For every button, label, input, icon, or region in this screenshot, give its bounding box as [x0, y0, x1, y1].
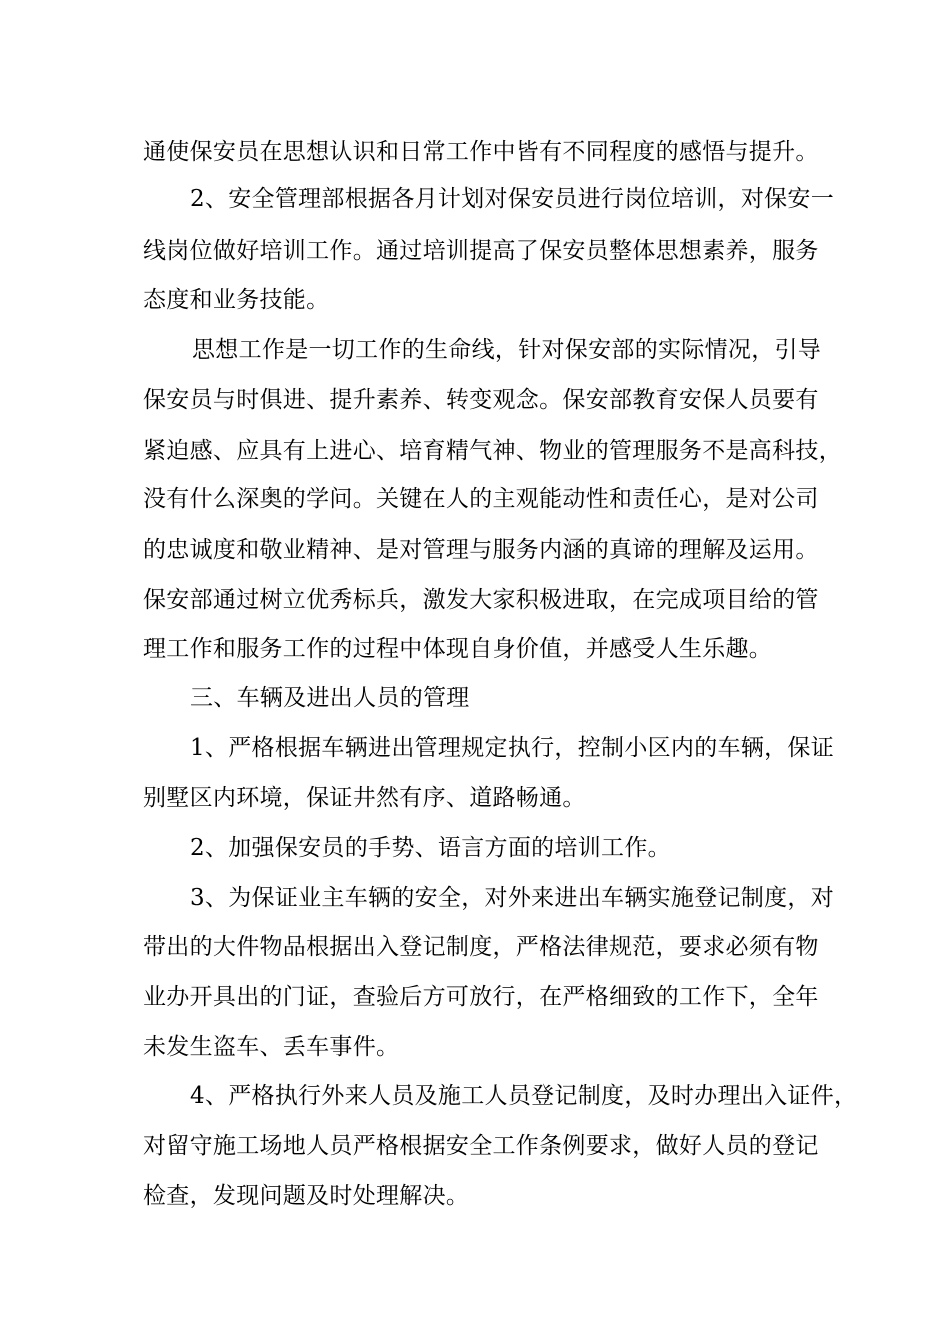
text-line: 态度和业务技能。	[143, 287, 330, 313]
text-line: 思想工作是一切工作的生命线，针对保安部的实际情况，引导	[192, 337, 822, 363]
text-line: 的忠诚度和敬业精神、是对管理与服务内涵的真谛的理解及运用。	[143, 537, 819, 563]
text-line: 检查，发现问题及时处理解决。	[143, 1183, 470, 1209]
text-line: 别墅区内环境，保证井然有序、道路畅通。	[143, 785, 586, 811]
text-line: 带出的大件物品根据出入登记制度，严格法律规范，要求必须有物	[143, 934, 819, 960]
section-heading: 三、车辆及进出人员的管理	[190, 685, 470, 711]
text-line: 紧迫感、应具有上进心、培育精气神、物业的管理服务不是高科技，	[143, 438, 842, 464]
text-line: 4、严格执行外来人员及施工人员登记制度，及时办理出入证件，	[190, 1083, 858, 1109]
text-line: 通使保安员在思想认识和日常工作中皆有不同程度的感悟与提升。	[143, 139, 819, 165]
text-line: 理工作和服务工作的过程中体现自身价值，并感受人生乐趣。	[143, 636, 773, 662]
text-line: 3、为保证业主车辆的安全，对外来进出车辆实施登记制度，对	[190, 885, 835, 911]
text-line: 业办开具出的门证，查验后方可放行，在严格细致的工作下，全年	[143, 984, 819, 1010]
text-line: 保安员与时俱进、提升素养、转变观念。保安部教育安保人员要有	[143, 387, 819, 413]
text-line: 1、严格根据车辆进出管理规定执行，控制小区内的车辆，保证	[190, 735, 835, 761]
text-line: 2、安全管理部根据各月计划对保安员进行岗位培训，对保安一	[190, 186, 835, 212]
text-line: 保安部通过树立优秀标兵，激发大家积极进取，在完成项目给的管	[143, 587, 819, 613]
text-line: 没有什么深奥的学问。关键在人的主观能动性和责任心，是对公司	[143, 486, 819, 512]
text-line: 2、加强保安员的手势、语言方面的培训工作。	[190, 835, 671, 861]
text-line: 线岗位做好培训工作。通过培训提高了保安员整体思想素养，服务	[143, 238, 819, 264]
text-line: 对留守施工场地人员严格根据安全工作条例要求，做好人员的登记	[143, 1133, 819, 1159]
text-line: 未发生盗车、丢车事件。	[143, 1034, 400, 1060]
